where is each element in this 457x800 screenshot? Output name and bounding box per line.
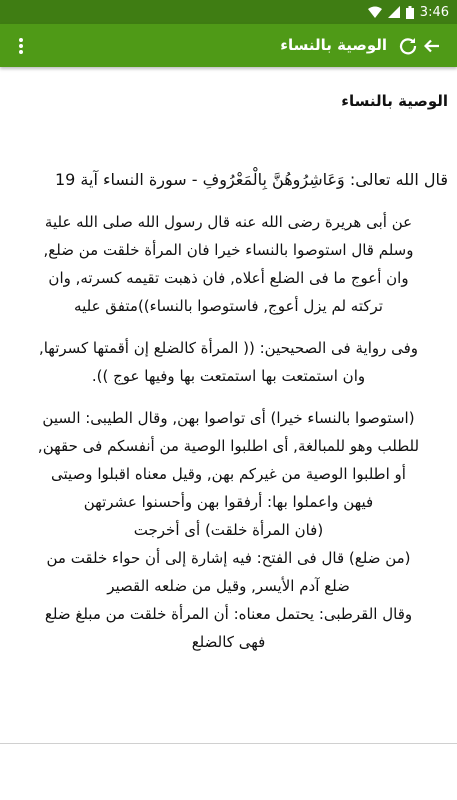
back-arrow-icon[interactable] bbox=[407, 24, 457, 67]
paragraph-line: (استوصوا بالنساء خيرا) أى تواصوا بهن, وقال الطيبى: السين bbox=[42, 409, 415, 427]
app-bar bbox=[0, 24, 457, 67]
quran-verse: قال الله تعالى: وَعَاشِرُوهُنَّ بِالْمَعْرُوفِ - سورة النساء آية 19 bbox=[54, 170, 448, 189]
more-options-icon[interactable] bbox=[6, 24, 36, 67]
battery-icon bbox=[406, 6, 414, 19]
paragraph bbox=[9, 334, 448, 390]
paragraph-line: فيهن واعملوا بها: أرفقوا بهن وأحسنوا عشرتهن bbox=[83, 493, 374, 511]
status-time: 3:46 bbox=[419, 4, 449, 20]
paragraph-line: (من ضلع) قال فى الفتح: فيه إشارة إلى أن حواء خلقت من bbox=[46, 549, 411, 567]
paragraph-line: أو اطلبوا الوصية من غيركم بهن, وقيل معناه اقبلوا وصيتى bbox=[51, 465, 406, 483]
paragraph-line: وقال القرطبى: يحتمل معناه: أن المرأة خلقت من مبلغ ضلع bbox=[44, 605, 413, 623]
paragraph bbox=[9, 404, 448, 656]
paragraph-line: (فان المرأة خلقت) أى أخرجت bbox=[133, 521, 324, 539]
paragraph-line: تركته لم يزل أعوج, فاستوصوا بالنساء))متفق عليه bbox=[74, 297, 383, 315]
bottom-blank-area bbox=[0, 743, 457, 800]
signal-icon bbox=[388, 6, 400, 18]
paragraph-line: عن أبى هريرة رضى الله عنه قال رسول الله صلى الله علية bbox=[44, 213, 413, 231]
paragraph-line: ضلع آدم الأيسر, وقيل من ضلعه القصير bbox=[107, 577, 350, 595]
wifi-icon bbox=[368, 6, 382, 18]
paragraph bbox=[9, 208, 448, 320]
paragraph-line: وفى رواية فى الصحيحين: (( المرأة كالضلع إن أقمتها كسرتها, bbox=[38, 339, 419, 357]
paragraph-line: للطلب وهو للمبالغة, أى اطلبوا الوصية من أنفسكم فى حقهن, bbox=[37, 437, 420, 455]
article-heading: الوصية بالنساء bbox=[341, 92, 448, 110]
paragraph-line: وان أعوج ما فى الضلع أعلاه, فان ذهبت تقيمه كسرته, وان bbox=[48, 269, 409, 287]
article-content[interactable] bbox=[0, 67, 457, 743]
page-title: الوصية بالنساء bbox=[280, 36, 387, 54]
status-bar bbox=[0, 0, 457, 24]
paragraph-line: وان استمتعت بها استمتعت بها وفيها عوج )). bbox=[91, 367, 366, 385]
paragraph-line: وسلم قال استوصوا بالنساء خيرا فان المرأة خلقت من ضلع, bbox=[43, 241, 414, 259]
paragraph-line: فهى كالضلع bbox=[191, 633, 266, 651]
